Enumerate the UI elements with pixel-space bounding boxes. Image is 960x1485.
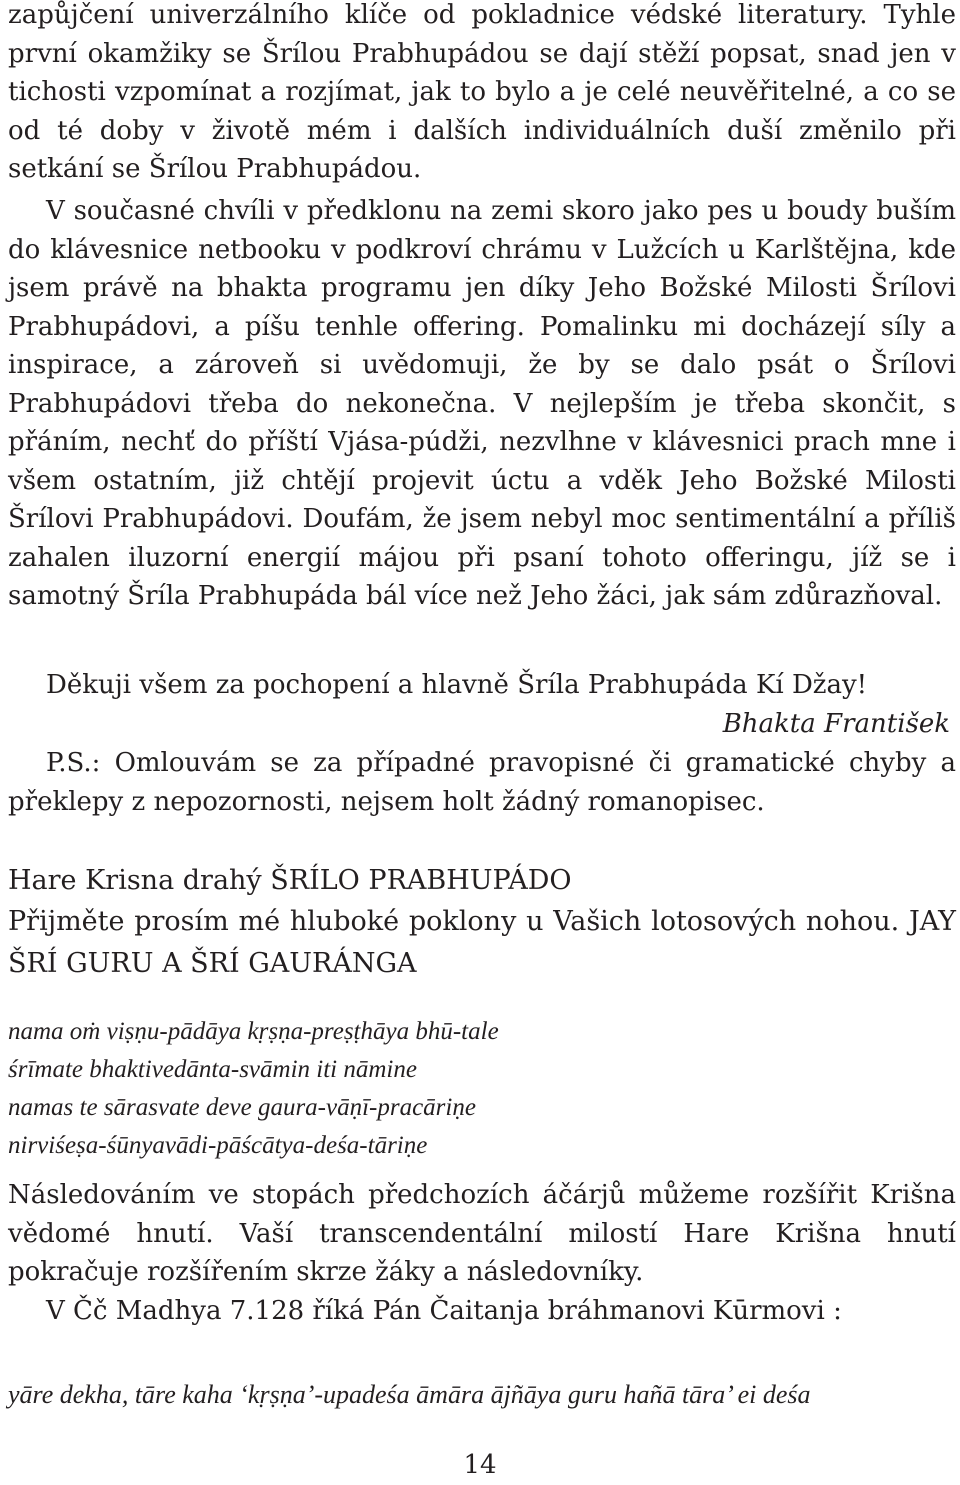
paragraph-current-moment: V současné chvíli v předklonu na zemi skoro jako pes u boudy buším do klávesnice netbooku v podkroví chrámu v Lužcích u Karlštějna, kde jsem právě na bhakta programu jen díky Jeho Božské Milosti Šrílovi Prabhupádovi, a píšu tenhle offering. Pomalinku mi docházejí síly a inspirace, a zároveň si uvědomuji, že by se dalo psát o Šrílovi Prabhupádovi třeba do nekonečna. V nejlepším je třeba skončit, s přáním, nechť do příští Vjása-púdži, nezvlhne v klávesnici prach mne i všem ostatním, již chtějí projevit úctu a vděk Jeho Božské Milosti Šrílovi Prabhupádovi. Doufám, že jsem nebyl moc sentimentální a příliš zahalen iluzorní energií májou při psaní tohoto offeringu, jíž se i samotný Šríla Prabhupáda bál více než Jeho žáci, jak sám zdůrazňoval.: [8, 196, 956, 611]
paragraph-following-acaryas: Následováním ve stopách předchozích áčárjů můžeme rozšířit Krišna vědomé hnutí. Vaší transcendentální milostí Hare Krišna hnutí pokračuje rozšířením skrze žáky a následovníky.: [8, 1180, 956, 1287]
verse-line-4: nirviśeṣa-śūnyavādi-pāścātya-deśa-tāriṇe: [8, 1132, 428, 1159]
paragraph-postscript: P.S.: Omlouvám se za případné pravopisné či gramatické chyby a překlepy z nepozornosti, nejsem holt žádný romanopisec.: [8, 748, 956, 817]
paragraph-thanks: Děkuji všem za pochopení a hlavně Šríla Prabhupáda Kí Džay!: [46, 670, 868, 700]
quote-verse: yāre dekha, tāre kaha ‘kṛṣṇa’-upadeśa āmāra ājñāya guru hañā tāra’ ei deśa: [8, 1380, 811, 1409]
verse-line-1: nama oṁ viṣṇu-pādāya kṛṣṇa-preṣṭhāya bhū-tale: [8, 1018, 499, 1045]
greeting-obeisances: Přijměte prosím mé hluboké poklony u Vašich lotosových nohou. JAY ŠRÍ GURU A ŠRÍ GAURÁNGA: [8, 906, 956, 979]
verse-line-2: śrīmate bhaktivedānta-svāmin iti nāmine: [8, 1056, 417, 1083]
verse-line-3: namas te sārasvate deve gaura-vāṇī-pracāriṇe: [8, 1094, 476, 1121]
paragraph-reference: V Čč Madhya 7.128 říká Pán Čaitanja bráhmanovi Kūrmovi :: [46, 1296, 842, 1326]
author-signature: Bhakta František: [722, 709, 950, 739]
page-number: 14: [463, 1450, 497, 1480]
paragraph-intro-continuation: zapůjčení univerzálního klíče od pokladnice védské literatury. Tyhle první okamžiky se Šrílou Prabhupádou se dají stěží popsat, snad jen v tichosti vzpomínat a rozjímat, jak to bylo a je celé neuvěřitelné, a co se od té doby v životě mém i dalších individuálních duší změnilo při setkání se Šrílou Prabhupádou.: [8, 0, 956, 184]
greeting-heading: Hare Krisna drahý ŠRÍLO PRABHUPÁDO: [8, 865, 572, 896]
